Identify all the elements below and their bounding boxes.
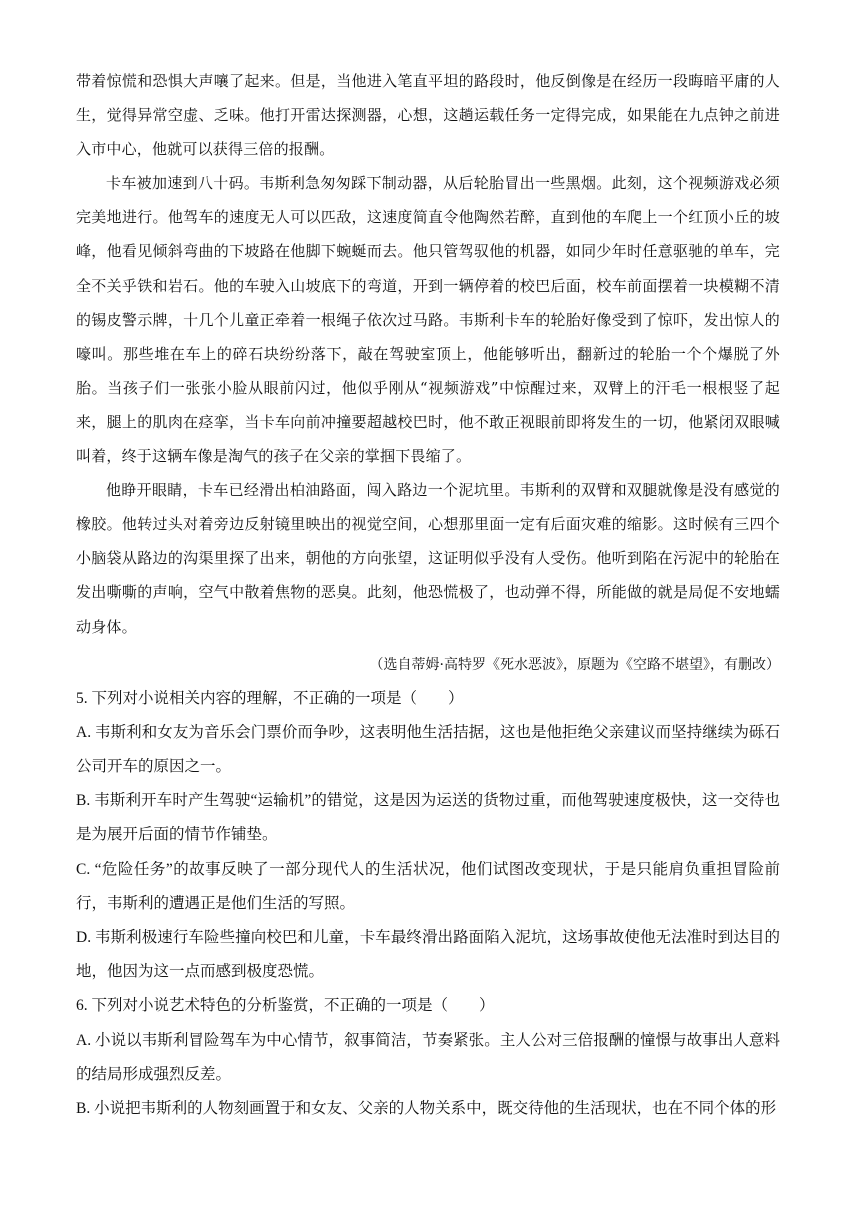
question-5 <box>76 682 780 990</box>
option-a: A. 韦斯利和女友为音乐会门票价而争吵，这表明他生活拮据，这也是他拒绝父亲建议而坚持继续为砾石公司开车的原因之一。 <box>76 723 780 775</box>
option-a: A. 小说以韦斯利冒险驾车为中心情节，叙事简洁，节奏紧张。主人公对三倍报酬的憧憬与故事出人意料的结局形成强烈反差。 <box>76 1031 780 1083</box>
option-c: C. “危险任务”的故事反映了一部分现代人的生活状况，他们试图改变现状，于是只能肩负重担冒险前行，韦斯利的遭遇正是他们生活的写照。 <box>76 860 780 912</box>
question-6 <box>76 989 780 1126</box>
source-citation: （选自蒂姆·高特罗《死水恶波》，原题为《空路不堪望》，有删改） <box>369 656 780 673</box>
story-paragraph-3: 他睁开眼睛，卡车已经滑出柏油路面，闯入路边一个泥坑里。韦斯利的双臂和双腿就像是没有感觉的橡胶。他转过头对着旁边反射镜里映出的视觉空间，心想那里面一定有后面灾难的缩影。这时候有三四个小脑袋从路边的沟渠里探了出来，朝他的方向张望，这证明似乎没有人受伤。他听到陷在污泥中的轮胎在发出嘶嘶的声响，空气中散着焦物的恶臭。此刻，他恐慌极了，也动弹不得，所能做的就是局促不安地蠕动身体。 <box>76 481 780 636</box>
option-d: D. 韦斯利极速行车险些撞向校巴和儿童，卡车最终滑出路面陷入泥坑，这场事故使他无法准时到达目的地，他因为这一点而感到极度恐慌。 <box>76 929 780 981</box>
question-stem: 6. 下列对小说艺术特色的分析鉴赏，不正确的一项是（ ） <box>76 997 495 1015</box>
option-b: B. 韦斯利开车时产生驾驶“运输机”的错觉，这是因为运送的货物过重，而他驾驶速度极快，这一交待也是为展开后面的情节作铺垫。 <box>76 792 780 844</box>
document-page <box>76 64 780 1126</box>
story-paragraph-1: 带着惊慌和恐惧大声嚷了起来。但是，当他进入笔直平坦的路段时，他反倒像是在经历一段晦暗平庸的人生，觉得异常空虚、乏味。他打开雷达探测器，心想，这趟运载任务一定得完成，如果能在九点钟之前进入市中心，他就可以获得三倍的报酬。 <box>76 72 780 159</box>
option-b: B. 小说把韦斯利的人物刻画置于和女友、父亲的人物关系中，既交待他的生活现状，也在不同个体的形 <box>76 1100 777 1118</box>
story-text <box>76 64 780 682</box>
question-stem: 5. 下列对小说相关内容的理解，不正确的一项是（ ） <box>76 689 464 707</box>
question-list <box>76 682 780 1127</box>
story-paragraph-2: 卡车被加速到八十码。韦斯利急匆匆踩下制动器，从后轮胎冒出一些黑烟。此刻，这个视频游戏必须完美地进行。他驾车的速度无人可以匹敌，这速度简直令他陶然若醉，直到他的车爬上一个红顶小丘的坡峰，他看见倾斜弯曲的下坡路在他脚下蜿蜒而去。他只管驾驭他的机器，如同少年时任意驱驰的单车，完全不关乎铁和岩石。他的车驶入山坡底下的弯道，开到一辆停着的校巴后面，校车前面摆着一块模糊不清的锡皮警示牌，十几个儿童正牵着一根绳子依次过马路。韦斯利卡车的轮胎好像受到了惊吓，发出惊人的嚎叫。那些堆在车上的碎石块纷纷落下，敲在驾驶室顶上，他能够听出，翻新过的轮胎一个个爆脱了外胎。当孩子们一张张小脸从眼前闪过，他似乎刚从“视频游戏”中惊醒过来，双臂上的汗毛一根根竖了起来，腿上的肌肉在痉挛，当卡车向前冲撞要超越校巴时，他不敢正视眼前即将发生的一切，他紧闭双眼喊叫着，终于这辆车像是淘气的孩子在父亲的掌掴下畏缩了。 <box>76 174 780 466</box>
